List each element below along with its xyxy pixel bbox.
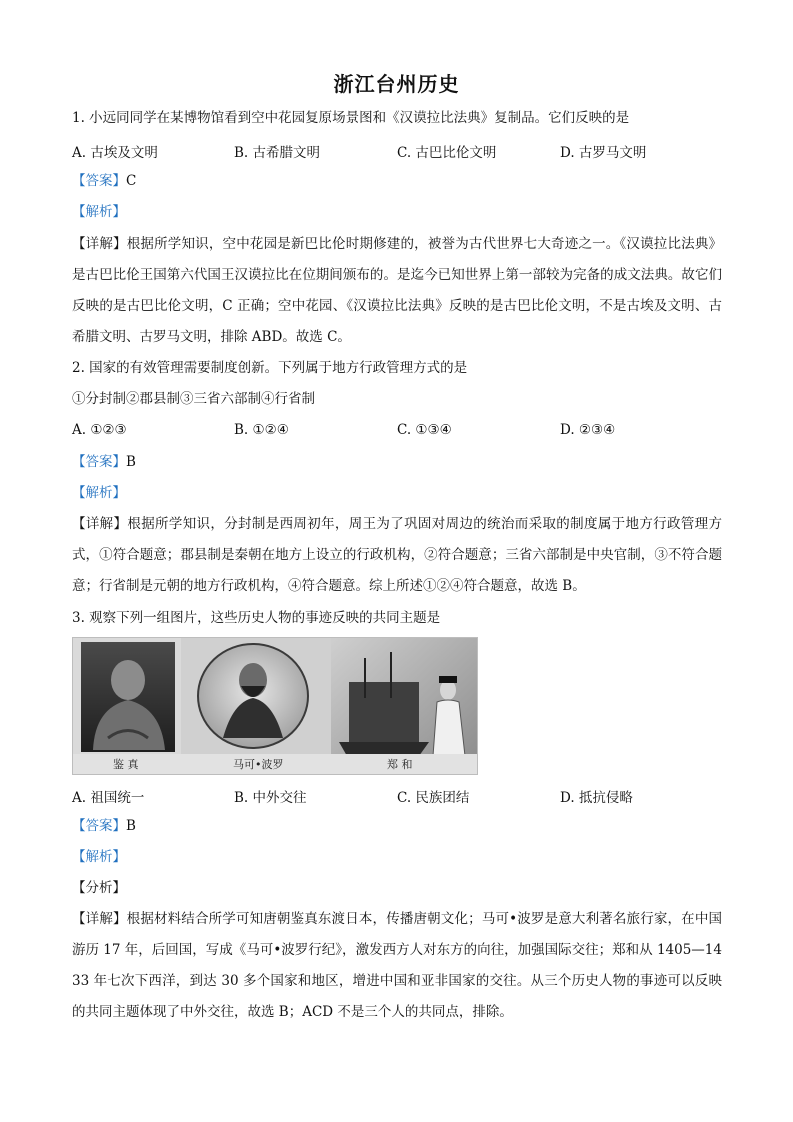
- caption-marco-polo: 马可•波罗: [233, 758, 284, 771]
- q2-option-c: C. ①③④: [397, 422, 452, 438]
- historical-figures-image: [72, 637, 478, 775]
- q3-option-d: D. 抵抗侵略: [560, 790, 633, 806]
- page-title: 浙江台州历史: [333, 72, 460, 96]
- caption-zheng-he: 郑 和: [387, 758, 413, 771]
- q1-option-a: A. 古埃及文明: [72, 145, 158, 161]
- detail-text: 根据所学知识，空中花园是新巴比伦时期修建的，被誉为古代世界七大奇迹之一。《汉谟拉比法典》是古巴比伦王国第六代国王汉谟拉比在位期间颁布的。是迄今已知世界上第一部较为完备的成文法典。故它们反映的是古巴比伦文明，C 正确；空中花园、《汉谟拉比法典》反映的是古巴比伦文明，不是古埃及文明、古希腊文明、古罗马文明，排除 ABD。故选 C。: [72, 236, 723, 345]
- caption-jianzhen: 鉴 真: [113, 758, 139, 771]
- q2-detail: [72, 509, 722, 602]
- question-2-stem: 2. 国家的有效管理需要制度创新。下列属于地方行政管理方式的是: [72, 360, 468, 376]
- detail-tag: 【详解】: [72, 911, 127, 927]
- q1-answer: [72, 172, 136, 190]
- detail-tag: 【详解】: [72, 516, 128, 532]
- q1-option-d: D. 古罗马文明: [560, 145, 647, 161]
- answer-value: C: [126, 173, 137, 189]
- q2-option-d: D. ②③④: [560, 422, 616, 438]
- q2-items: ①分封制②郡县制③三省六部制④行省制: [72, 391, 315, 407]
- answer-tag: 【答案】: [72, 454, 126, 470]
- q3-option-a: A. 祖国统一: [72, 790, 145, 806]
- q1-detail: [72, 229, 722, 353]
- detail-text: 根据材料结合所学可知唐朝鉴真东渡日本，传播唐朝文化；马可•波罗是意大利著名旅行家，在中国游历 17 年，后回国，写成《马可•波罗行纪》，激发西方人对东方的向往，加强国际交往；郑和从 1405—1433 年七次下西洋，到达 30 多个国家和地区，增进中国和亚非国家的交往。从三个历史人物的事迹可以反映的共同主题体现了中外交往，故选 B；ACD 不是三个人的共同点，排除。: [72, 911, 723, 1020]
- q3-detail: [72, 904, 722, 1028]
- q2-analysis-tag: 【解析】: [72, 485, 126, 501]
- q1-option-c: C. 古巴比伦文明: [397, 145, 497, 161]
- q3-analysis-tag: 【解析】: [72, 849, 126, 865]
- q3-answer: [72, 817, 136, 835]
- q1-option-b: B. 古希腊文明: [234, 145, 321, 161]
- q1-analysis-tag: 【解析】: [72, 204, 126, 220]
- q2-option-a: A. ①②③: [72, 422, 127, 438]
- q3-fenxi-tag: 【分析】: [72, 880, 126, 896]
- answer-value: B: [126, 454, 136, 470]
- q2-option-b: B. ①②④: [234, 422, 289, 438]
- answer-tag: 【答案】: [72, 173, 126, 189]
- answer-tag: 【答案】: [72, 818, 126, 834]
- answer-value: B: [126, 818, 136, 834]
- detail-text: 根据所学知识，分封制是西周初年，周王为了巩固对周边的统治而采取的制度属于地方行政管理方式，①符合题意；郡县制是秦朝在地方上设立的行政机构，②符合题意；三省六部制是中央官制，③不符合题意；行省制是元朝的地方行政机构，④符合题意。综上所述①②④符合题意，故选 B。: [72, 516, 723, 594]
- detail-tag: 【详解】: [72, 236, 127, 252]
- question-1-stem: 1. 小远同同学在某博物馆看到空中花园复原场景图和《汉谟拉比法典》复制品。它们反映的是: [72, 110, 630, 126]
- q2-answer: [72, 453, 136, 471]
- historical-figures-picture: [73, 638, 477, 774]
- question-3-stem: 3. 观察下列一组图片，这些历史人物的事迹反映的共同主题是: [72, 610, 441, 626]
- q3-option-b: B. 中外交往: [234, 790, 307, 806]
- q3-option-c: C. 民族团结: [397, 790, 470, 806]
